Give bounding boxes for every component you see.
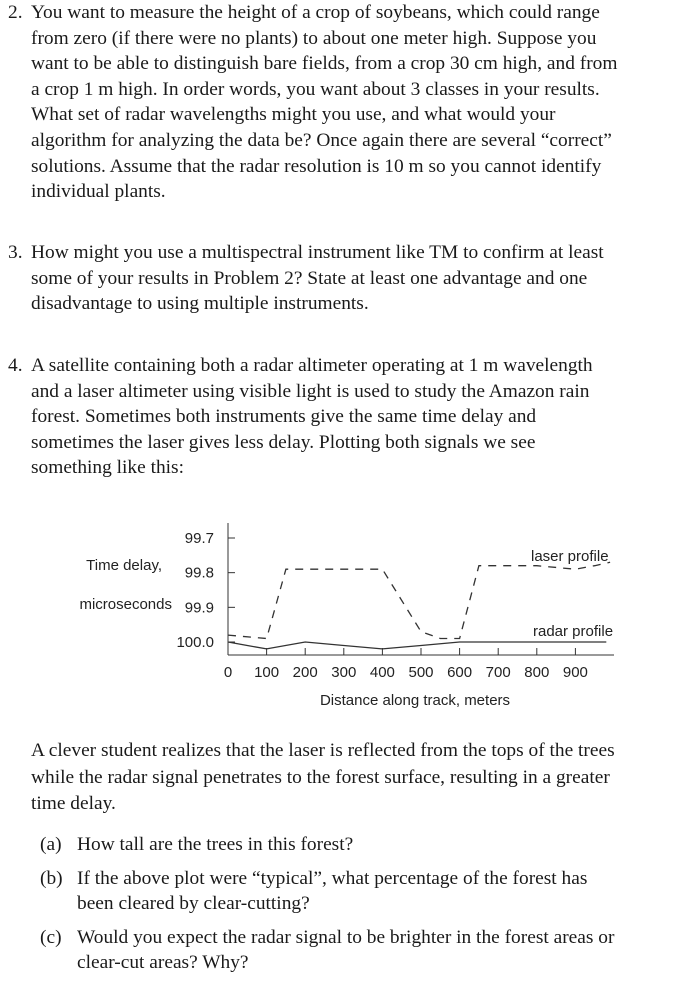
text-line: clear-cut areas? Why? [77,952,249,974]
x-tick-label: 700 [485,664,511,681]
text-line: from zero (if there were no plants) to about one meter high. Suppose you [31,27,597,49]
x-tick-label: 800 [524,664,550,681]
x-tick-label: 200 [292,664,318,681]
sub-question-label: (c) [40,926,62,948]
text-line: and a laser altimeter using visible light is used to study the Amazon rain [31,380,590,402]
sub-question-text [77,925,670,976]
sub-question-a [40,832,670,858]
problem-3 [8,240,672,317]
text-line: some of your results in Problem 2? State at least one advantage and one [31,267,588,289]
sub-question-b [40,866,670,917]
x-tick-label: 300 [331,664,357,681]
x-tick-label: 500 [408,664,434,681]
sub-questions [40,832,670,984]
delay-chart-svg [0,505,678,720]
y-axis-label-line2: microseconds [79,596,172,613]
text-line: sometimes the laser gives less delay. Plotting both signals we see [31,431,536,453]
legend-radar-profile: radar profile [533,623,614,640]
y-tick-label: 99.9 [184,599,214,617]
x-tick-label: 0 [223,664,233,681]
text-line: How tall are the trees in this forest? [77,834,354,855]
problem-text [31,240,672,317]
problem-number: 4. [8,355,23,376]
x-axis-label: Distance along track, meters [319,692,511,709]
text-line: Would you expect the radar signal to be brighter in the forest areas or [77,926,615,948]
text-line: disadvantage to using multiple instruments. [31,293,369,315]
text-line: A satellite containing both a radar altimeter operating at 1 m wavelength [31,355,593,376]
text-line: a crop 1 m high. In order words, you want about 3 classes in your results. [31,78,600,100]
chart-ticks [176,530,587,681]
text-line: something like this: [31,457,184,479]
problem-number: 3. [8,242,23,263]
problem-number: 2. [8,2,23,23]
x-tick-label: 900 [562,664,588,681]
problem-text [31,0,672,205]
text-line: want to be able to distinguish bare fields, from a crop 30 cm high, and from [31,53,618,75]
sub-question-text [77,832,670,858]
x-tick-label: 400 [369,664,395,681]
text-line: What set of radar wavelengths might you use, and what would your [31,104,556,126]
problem-2 [8,0,672,205]
problem-4-continuation [31,738,615,818]
delay-chart [0,505,678,720]
problem-4 [8,353,672,481]
x-tick-label: 600 [447,664,473,681]
problem-text [31,353,672,481]
legend-laser-profile: laser profile [531,548,609,565]
text-line: A clever student realizes that the laser is reflected from the tops of the trees [31,740,615,761]
sub-question-label: (b) [40,867,63,889]
y-tick-label: 99.7 [184,530,214,547]
text-line: while the radar signal penetrates to the forest surface, resulting in a greater [31,766,610,788]
text-line: algorithm for analyzing the data be? Once again there are several “correct” [31,129,612,151]
sub-question-text [77,866,670,917]
text-line: You want to measure the height of a crop of soybeans, which could range [31,2,600,23]
text-line: forest. Sometimes both instruments give the same time delay and [31,406,537,428]
text-line: If the above plot were “typical”, what percentage of the forest has [77,867,588,889]
sub-question-label: (a) [40,834,62,855]
text-line: How might you use a multispectral instrument like TM to confirm at least [31,242,604,263]
text-line: time delay. [31,793,116,814]
text-line: been cleared by clear-cutting? [77,893,310,915]
x-tick-label: 100 [254,664,280,681]
y-axis-label-line1: Time delay, [86,557,162,574]
text-line: individual plants. [31,181,166,203]
y-tick-label: 99.8 [184,564,214,582]
y-tick-label: 100.0 [176,634,214,651]
radar-profile-line [228,642,606,649]
sub-question-c [40,925,670,976]
text-line: solutions. Assume that the radar resolution is 10 m so you cannot identify [31,155,602,177]
